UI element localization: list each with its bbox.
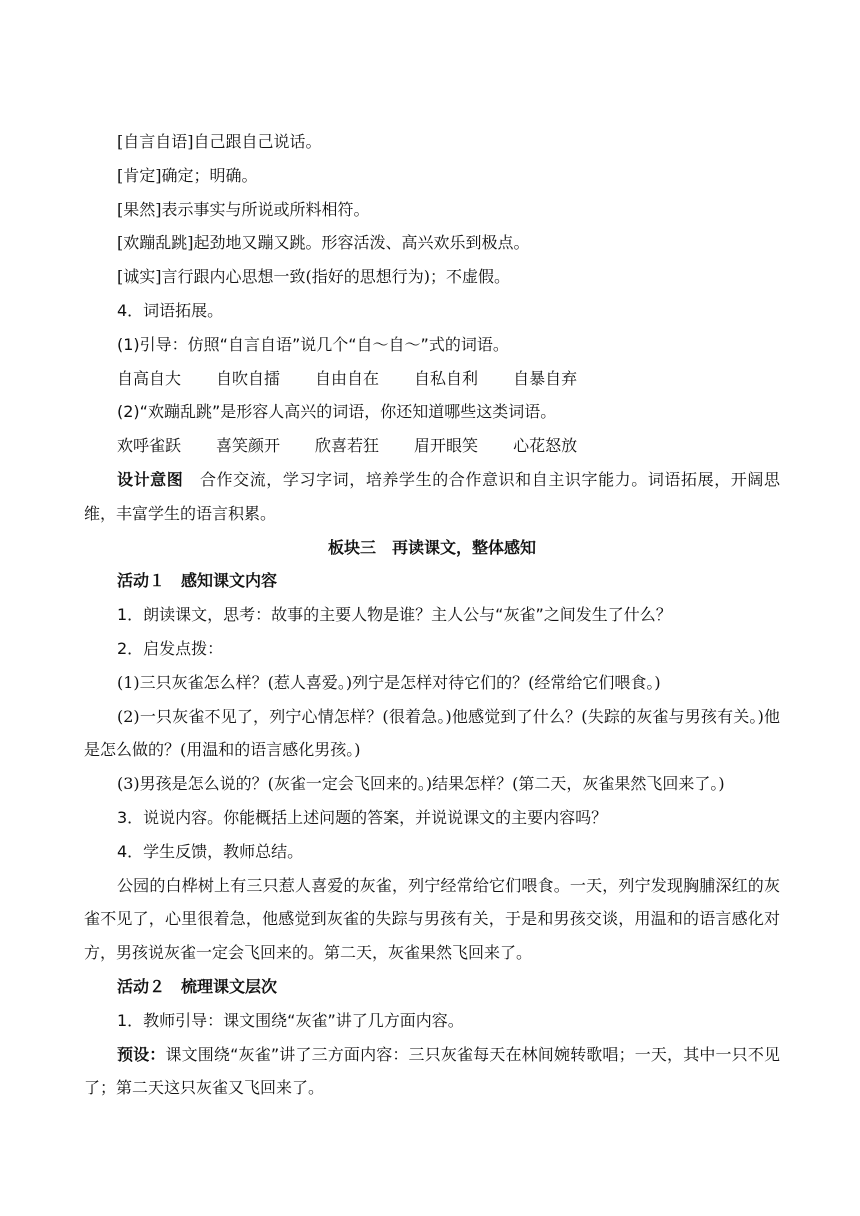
word-item: 自暴自弃 <box>513 368 578 388</box>
definition-text: 确定；明确。 <box>161 165 258 185</box>
word-item: 心花怒放 <box>513 436 578 456</box>
design-intent <box>84 463 780 531</box>
section-heading: 板块三 再读课文，整体感知 <box>327 537 536 557</box>
definition-item <box>117 226 780 260</box>
activity-1-sub-3: (3)男孩是怎么说的？(灰雀一定会飞回来的。)结果怎样？(第二天，灰雀果然飞回来了。) <box>117 774 725 794</box>
definition-text: 言行跟内心思想一致(指好的思想行为)；不虚假。 <box>161 267 510 287</box>
word-item: 欣喜若狂 <box>315 436 380 456</box>
word-item: 自高自大 <box>117 368 182 388</box>
word-item: 自由自在 <box>315 368 380 388</box>
preset-text: 课文围绕“灰雀”讲了三方面内容：三只灰雀每天在林间婉转歌唱；一天，其中一只不见了；第二天这只灰雀又飞回来了。 <box>84 1044 780 1098</box>
design-intent-text: 合作交流，学习字词，培养学生的合作意识和自主识字能力。词语拓展，开阔思维，丰富学生的语言积累。 <box>84 469 780 523</box>
expansion-title: 4．词语拓展。 <box>117 300 224 320</box>
definition-term: [肯定] <box>117 165 162 185</box>
definition-item <box>117 125 780 159</box>
definition-item <box>117 159 780 193</box>
word-list-1 <box>117 362 780 396</box>
activity-2-title: 活动２ 梳理课文层次 <box>117 976 278 996</box>
activity-1-item-3: 3．说说内容。你能概括上述问题的答案，并说说课文的主要内容吗？ <box>117 807 608 827</box>
word-item: 自私自利 <box>414 368 479 388</box>
activity-1-item-1: 1．朗读课文，思考：故事的主要人物是谁？主人公与“灰雀”之间发生了什么？ <box>117 605 672 625</box>
definition-term: [自言自语] <box>117 132 194 151</box>
definition-item <box>117 193 780 227</box>
activity-1-sub-2: (2)一只灰雀不见了，列宁心情怎样？(很着急。)他感觉到了什么？(失踪的灰雀与男孩有关。)他是怎么做的？(用温和的语言感化男孩。) <box>84 706 780 760</box>
preset-label: 预设： <box>117 1044 166 1064</box>
definition-item <box>117 260 780 294</box>
design-intent-label: 设计意图 <box>117 469 184 489</box>
definition-text: 表示事实与所说或所料相符。 <box>161 199 370 219</box>
definition-term: [欢蹦乱跳] <box>117 233 194 253</box>
activity-1-item-4: 4．学生反馈，教师总结。 <box>117 841 304 861</box>
definition-text: 起劲地又蹦又跳。形容活泼、高兴欢乐到极点。 <box>193 233 530 253</box>
activity-1-sub-1: (1)三只灰雀怎么样？(惹人喜爱。)列宁是怎样对待它们的？(经常给它们喂食。) <box>117 672 661 692</box>
word-item: 喜笑颜开 <box>216 436 281 456</box>
expansion-question-2: (2)“欢蹦乱跳”是形容人高兴的词语，你还知道哪些这类词语。 <box>117 402 557 422</box>
document-page <box>84 125 780 1105</box>
word-item: 欢呼雀跃 <box>117 436 182 456</box>
activity-2-preset <box>84 1038 780 1106</box>
word-item: 自吹自擂 <box>216 368 281 388</box>
activity-1-summary: 公园的白桦树上有三只惹人喜爱的灰雀，列宁经常给它们喂食。一天，列宁发现胸脯深红的灰雀不见了，心里很着急，他感觉到灰雀的失踪与男孩有关，于是和男孩交谈，用温和的语言感化对方，男孩说灰雀一定会飞回来的。第二天，灰雀果然飞回来了。 <box>84 875 780 963</box>
definition-term: [诚实] <box>117 267 162 287</box>
expansion-question-1: (1)引导：仿照“自言自语”说几个“自～自～”式的词语。 <box>117 334 509 354</box>
word-item: 眉开眼笑 <box>414 436 479 456</box>
activity-2-item-1: 1．教师引导：课文围绕“灰雀”讲了几方面内容。 <box>117 1010 464 1030</box>
activity-1-item-2: 2．启发点拨： <box>117 638 224 658</box>
definition-text: 自己跟自己说话。 <box>193 132 322 151</box>
activity-1-title: 活动１ 感知课文内容 <box>117 571 278 591</box>
definition-term: [果然] <box>117 199 162 219</box>
word-list-2 <box>117 429 780 463</box>
